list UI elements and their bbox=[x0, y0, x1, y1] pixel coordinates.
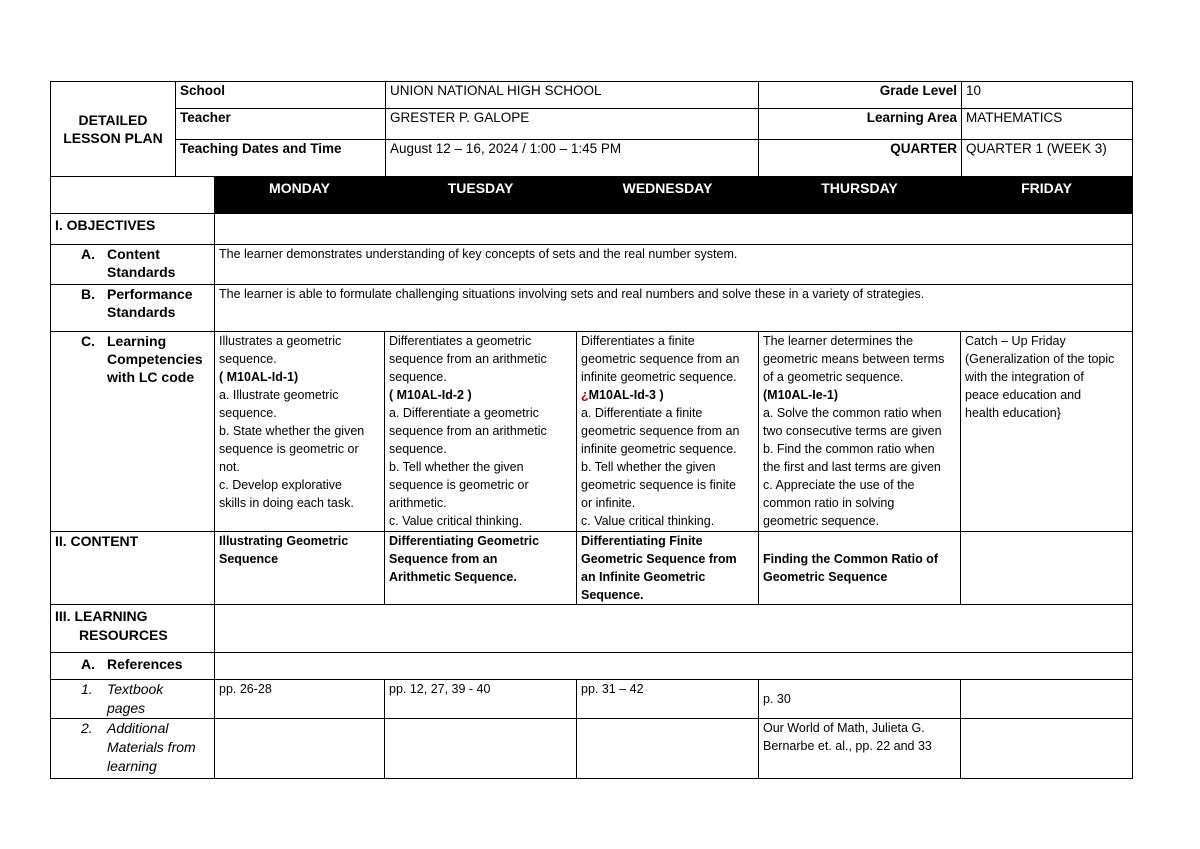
school-label: School bbox=[176, 82, 386, 109]
additional-materials-label: 2. Additional Materials from learning bbox=[51, 719, 215, 779]
competencies-wednesday: Differentiates a finite geometric sequence from an infinite geometric sequence. ¿M10AL-Id-3 ) a. Differentiate a finite geometric sequence from an infinite geometric sequence. b. Tell whether the given geometric sequence is finite or infinite. c. Value critical thinking. bbox=[577, 332, 759, 532]
textbook-monday: pp. 26-28 bbox=[215, 680, 385, 719]
textbook-wednesday: pp. 31 – 42 bbox=[577, 680, 759, 719]
day-friday: FRIDAY bbox=[961, 177, 1133, 214]
day-header-row bbox=[51, 177, 1133, 214]
day-tuesday: TUESDAY bbox=[385, 177, 577, 214]
content-thursday: Finding the Common Ratio of Geometric Sequence bbox=[759, 532, 961, 605]
area-label: Learning Area bbox=[759, 109, 962, 140]
day-thursday: THURSDAY bbox=[759, 177, 961, 214]
resources-blank bbox=[215, 605, 1133, 653]
textbook-friday bbox=[961, 680, 1133, 719]
header-table bbox=[50, 81, 1133, 177]
quarter-label: QUARTER bbox=[759, 140, 962, 177]
content-wednesday: Differentiating Finite Geometric Sequence from an Infinite Geometric Sequence. bbox=[577, 532, 759, 605]
textbook-label: 1. Textbook pages bbox=[51, 680, 215, 719]
additional-friday bbox=[961, 719, 1133, 779]
textbook-tuesday: pp. 12, 27, 39 - 40 bbox=[385, 680, 577, 719]
competencies-monday: Illustrates a geometric sequence. ( M10AL-Id-1) a. Illustrate geometric sequence. b. State whether the given sequence is geometric or not. c. Develop explorative skills in doing each task. bbox=[215, 332, 385, 532]
teacher-label: Teacher bbox=[176, 109, 386, 140]
competencies-thursday: The learner determines the geometric means between terms of a geometric sequence. (M10AL-Ie-1) a. Solve the common ratio when two consecutive terms are given b. Find the common ratio when the first and last terms are given c. Appreciate the use of the common ratio in solving geometric sequence. bbox=[759, 332, 961, 532]
additional-thursday: Our World of Math, Julieta G. Bernarbe et. al., pp. 22 and 33 bbox=[759, 719, 961, 779]
additional-wednesday bbox=[577, 719, 759, 779]
day-monday: MONDAY bbox=[215, 177, 385, 214]
performance-standards-label: B. Performance Standards bbox=[51, 285, 215, 332]
textbook-thursday: p. 30 bbox=[759, 680, 961, 719]
school-value: UNION NATIONAL HIGH SCHOOL bbox=[386, 82, 759, 109]
references-label: A. References bbox=[51, 653, 215, 680]
content-standards-label: A. Content Standards bbox=[51, 245, 215, 285]
area-value: MATHEMATICS bbox=[962, 109, 1133, 140]
day-wednesday: WEDNESDAY bbox=[577, 177, 759, 214]
quarter-value: QUARTER 1 (WEEK 3) bbox=[962, 140, 1133, 177]
content-tuesday: Differentiating Geometric Sequence from an Arithmetic Sequence. bbox=[385, 532, 577, 605]
grade-value: 10 bbox=[962, 82, 1133, 109]
performance-standards-text: The learner is able to formulate challenging situations involving sets and real numbers and solve these in a variety of strategies. bbox=[215, 285, 1133, 332]
objectives-heading: I. OBJECTIVES bbox=[51, 214, 215, 245]
dates-label: Teaching Dates and Time bbox=[176, 140, 386, 177]
additional-tuesday bbox=[385, 719, 577, 779]
additional-monday bbox=[215, 719, 385, 779]
content-heading: II. CONTENT bbox=[51, 532, 215, 605]
lesson-table bbox=[50, 176, 1133, 779]
document-title: DETAILED LESSON PLAN bbox=[51, 82, 176, 177]
competencies-tuesday: Differentiates a geometric sequence from an arithmetic sequence. ( M10AL-Id-2 ) a. Differentiate a geometric sequence from an arithmetic sequence. b. Tell whether the given sequence is geometric or arithmetic. c. Value critical thinking. bbox=[385, 332, 577, 532]
grade-label: Grade Level bbox=[759, 82, 962, 109]
resources-heading: III. LEARNING RESOURCES bbox=[51, 605, 215, 653]
content-standards-text: The learner demonstrates understanding of key concepts of sets and the real number system. bbox=[215, 245, 1133, 285]
day-header-blank bbox=[51, 177, 215, 214]
teacher-value: GRESTER P. GALOPE bbox=[386, 109, 759, 140]
content-friday bbox=[961, 532, 1133, 605]
competencies-label: C. Learning Competencies with LC code bbox=[51, 332, 215, 532]
references-blank bbox=[215, 653, 1133, 680]
content-monday: Illustrating Geometric Sequence bbox=[215, 532, 385, 605]
dates-value: August 12 – 16, 2024 / 1:00 – 1:45 PM bbox=[386, 140, 759, 177]
competencies-friday: Catch – Up Friday (Generalization of the topic with the integration of peace education and health education} bbox=[961, 332, 1133, 532]
objectives-blank bbox=[215, 214, 1133, 245]
